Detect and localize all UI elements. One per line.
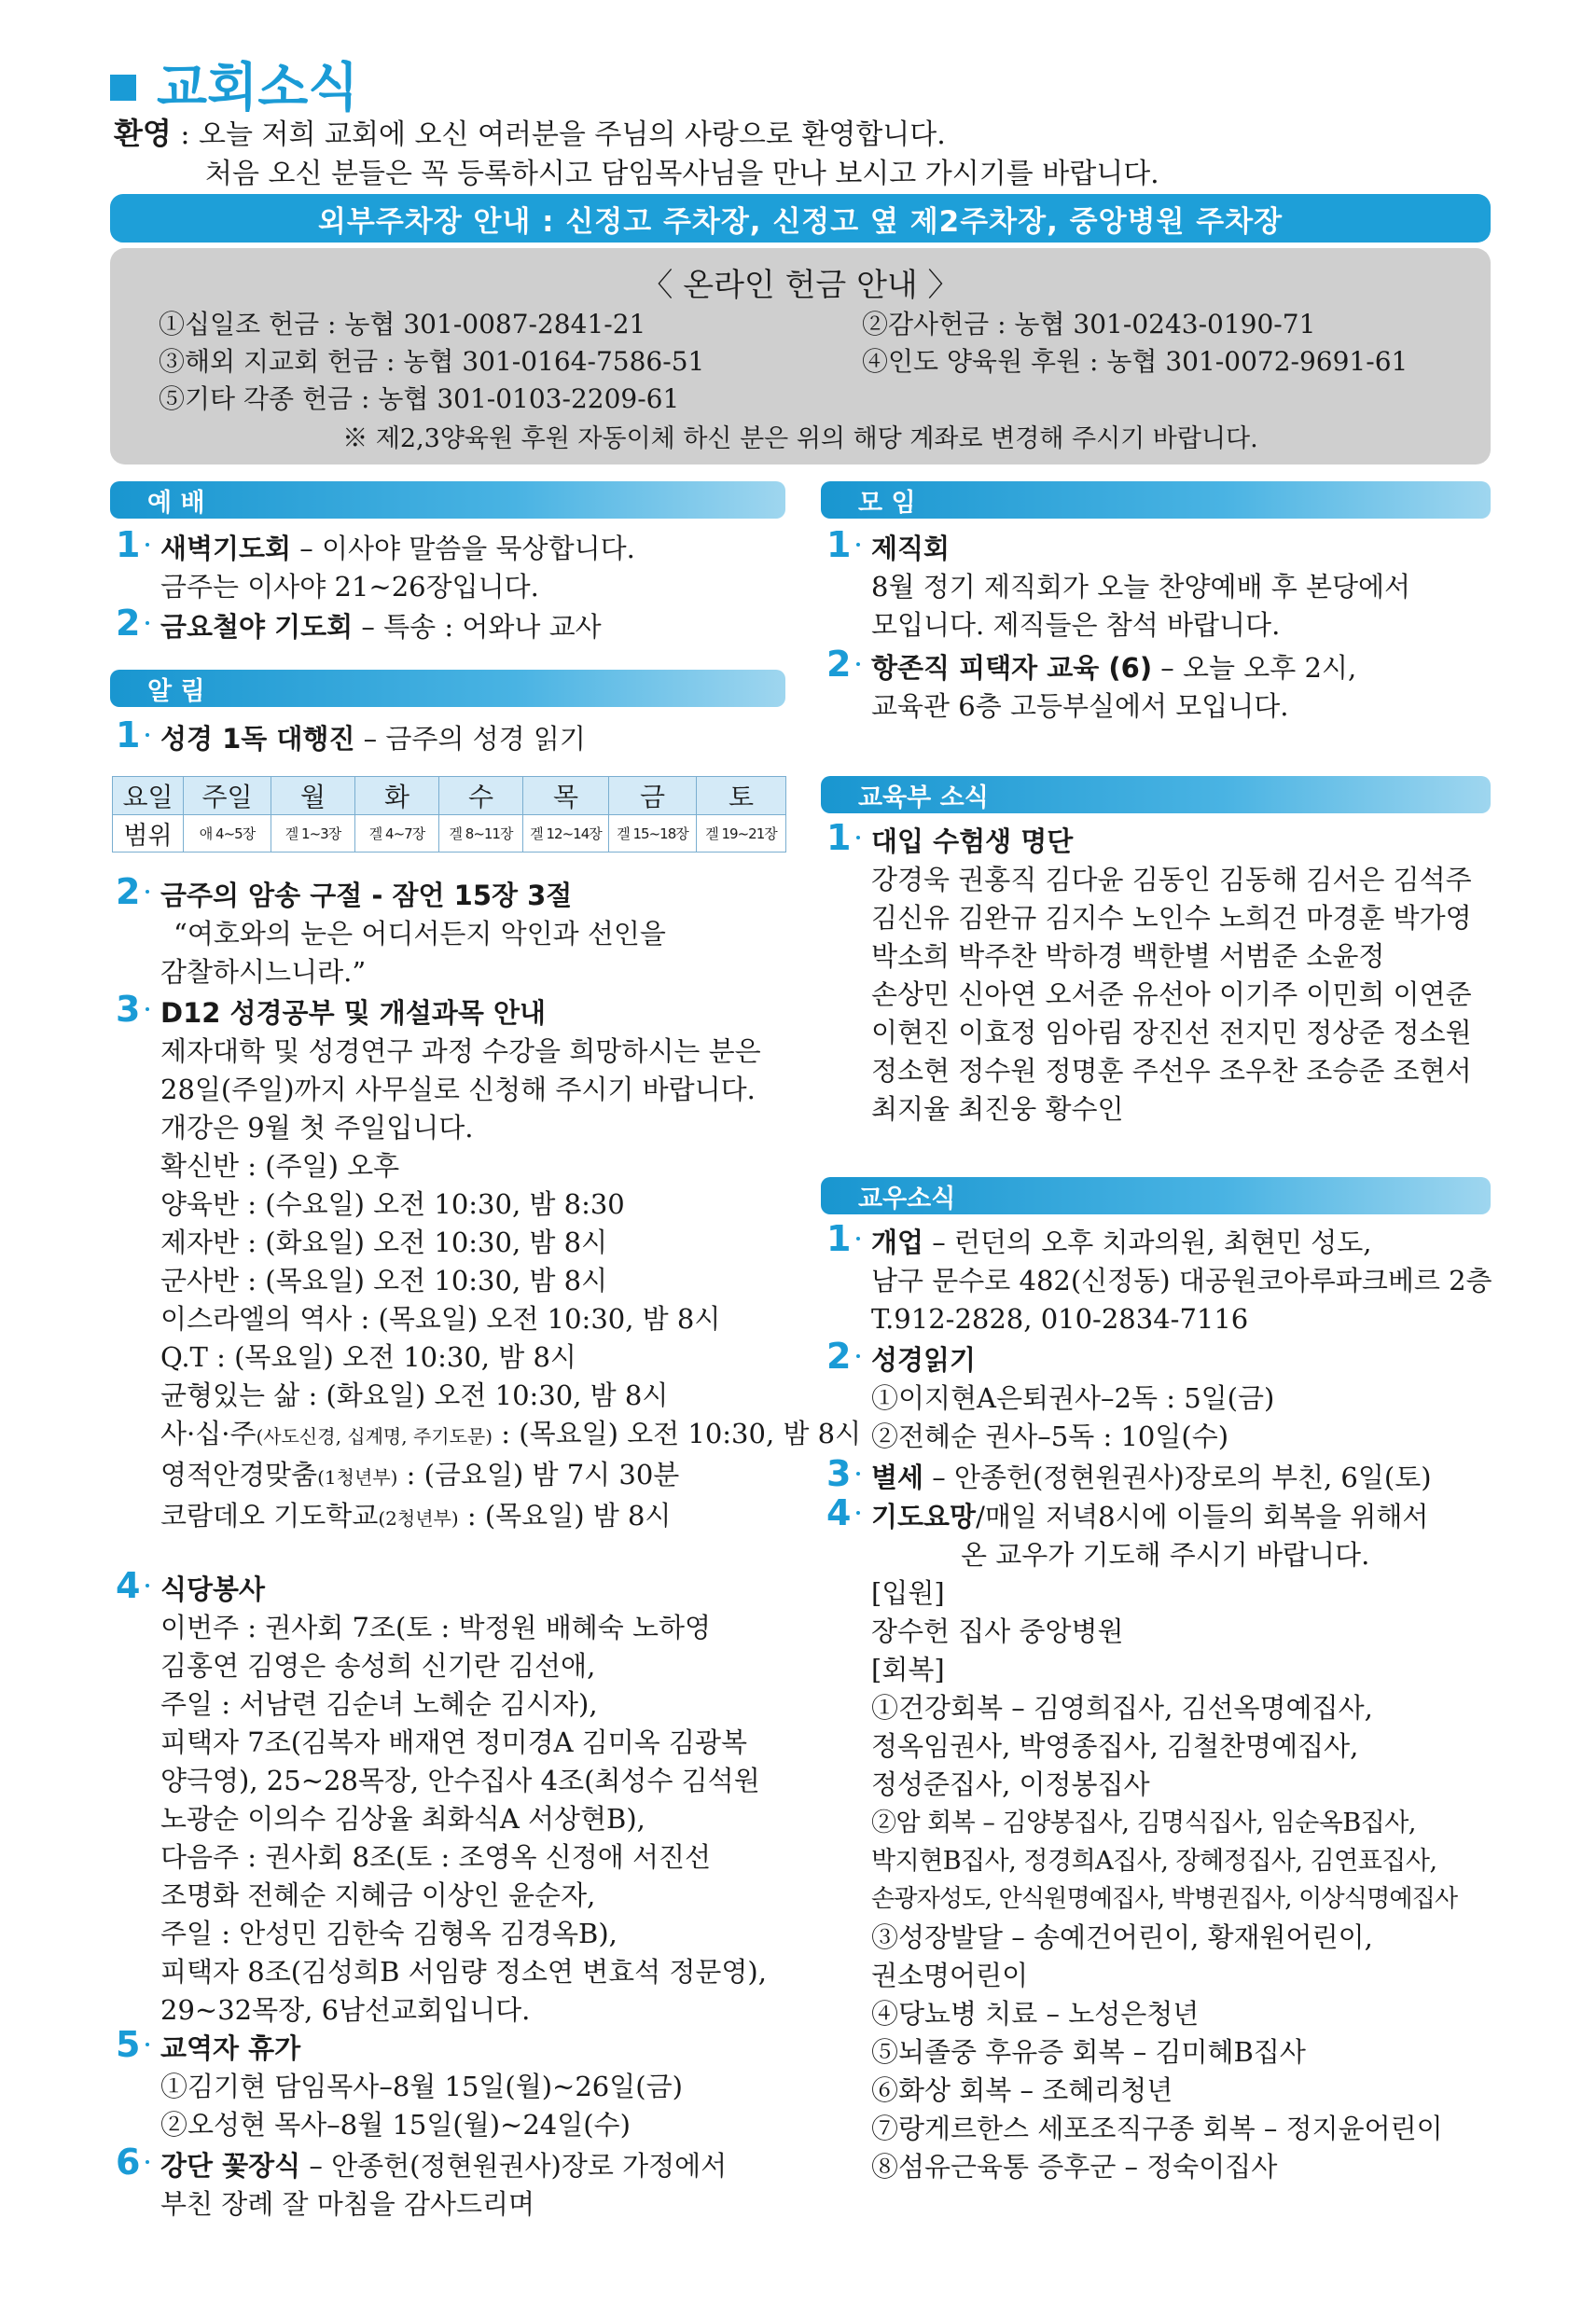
item-line: ①건강회복 – 김영희집사, 김선옥명예집사, <box>871 1692 1373 1724</box>
dot-icon <box>856 1354 860 1358</box>
notice-item-3 <box>116 989 862 1538</box>
welcome-line-1: : 오늘 저희 교회에 오신 여러분을 주님의 사랑으로 환영합니다. <box>171 118 946 151</box>
section-worship: 예 배 <box>110 481 785 519</box>
item-head: 금주의 암송 구절 - 잠언 15장 3절 <box>160 880 573 911</box>
item-line: 조명화 전혜순 지혜금 이상인 윤순자, <box>160 1879 596 1911</box>
dot-icon <box>146 2043 149 2046</box>
welcome-line-2: 처음 오신 분들은 꼭 등록하시고 담임목사님을 만나 보시고 가시기를 바랍니다. <box>205 158 1159 190</box>
item-line <box>160 1456 787 1497</box>
item-line: 정옥임권사, 박영종집사, 김철찬명예집사, <box>871 1730 1359 1762</box>
item-line: ⑥화상 회복 – 조혜리청년 <box>871 2074 1173 2106</box>
item-number: 1 <box>116 524 141 565</box>
dot-icon <box>146 621 149 625</box>
item-line: 이현진 이효정 임아림 장진선 전지민 정상준 정소원 <box>871 1017 1472 1048</box>
item-head: 별세 <box>871 1462 924 1493</box>
section-notice: 알 림 <box>110 670 785 707</box>
dot-icon <box>146 733 149 737</box>
members-item-2 <box>826 1336 1494 1456</box>
item-line: – 이사야 말씀을 묵상합니다. <box>291 533 635 564</box>
table-row-ranges <box>113 815 786 853</box>
item-line: 남구 문수로 482(신정동) 대공원코아루파크베르 2층 <box>871 1265 1492 1296</box>
item-line: – 오늘 오후 2시, <box>1152 652 1357 684</box>
item-number: 1 <box>826 1218 852 1259</box>
item-line: 박소희 박주찬 박하경 백한별 서범준 소윤정 <box>871 940 1385 972</box>
item-line: ⑤뇌졸중 후유증 회복 – 김미혜B집사 <box>871 2036 1306 2068</box>
item-line: 정소현 정수원 정명훈 주선우 조우찬 조승준 조현서 <box>871 1055 1472 1087</box>
text: : (목요일) 오전 10:30, 밤 8시 <box>493 1418 862 1449</box>
item-line <box>160 1497 787 1538</box>
account-other: ⑤기타 각종 헌금 : 농협 301-0103-2209-61 <box>159 383 680 414</box>
item-line: 모입니다. 제직들은 참석 바랍니다. <box>871 609 1281 641</box>
table-cell: 겔 1~3장 <box>271 815 355 853</box>
table-cell: 애 4~5장 <box>184 815 271 853</box>
table-row-days <box>113 777 786 815</box>
text-small: (1청년부) <box>317 1466 398 1489</box>
bible-reading-table <box>112 776 786 853</box>
page-title-text: 교회소식 <box>157 58 359 118</box>
table-cell: 요일 <box>113 777 184 815</box>
item-number: 2 <box>116 603 141 644</box>
welcome-message <box>114 114 1159 194</box>
dot-icon <box>856 836 860 839</box>
item-line: – 특송 : 어와나 교사 <box>353 611 602 643</box>
dot-icon <box>856 662 860 666</box>
dot-icon <box>856 1237 860 1241</box>
welcome-label: 환영 <box>114 116 172 151</box>
item-line: 제자반 : (화요일) 오전 10:30, 밤 8시 <box>160 1227 608 1258</box>
item-head: 성경 1독 대행진 <box>160 723 355 755</box>
item-line: – 런던의 오후 치과의원, 최현민 성도, <box>923 1227 1372 1258</box>
item-line: /매일 저녁8시에 이들의 회복을 위해서 <box>976 1501 1429 1532</box>
item-line: 군사반 : (목요일) 오전 10:30, 밤 8시 <box>160 1265 608 1296</box>
notice-item-2 <box>116 871 787 991</box>
table-cell: 겔 12~14장 <box>523 815 609 853</box>
item-line: 이스라엘의 역사 : (목요일) 오전 10:30, 밤 8시 <box>160 1303 721 1335</box>
account-thanks: ②감사헌금 : 농협 301-0243-0190-71 <box>862 309 1316 340</box>
item-line: Q.T : (목요일) 오전 10:30, 밤 8시 <box>160 1341 576 1373</box>
item-head: 식당봉사 <box>160 1573 266 1605</box>
page-title <box>110 47 358 121</box>
square-bullet-icon <box>110 75 136 101</box>
dot-icon <box>146 2160 149 2164</box>
item-line: [회복] <box>871 1654 945 1685</box>
text-small: (사도신경, 십계명, 주기도문) <box>256 1425 493 1448</box>
text: 코람데오 기도학교 <box>160 1500 379 1532</box>
account-overseas: ③해외 지교회 헌금 : 농협 301-0164-7586-51 <box>159 346 705 377</box>
table-cell: 겔 15~18장 <box>609 815 697 853</box>
item-line: 감찰하시느니라.” <box>160 956 367 988</box>
table-cell: 수 <box>439 777 523 815</box>
dot-icon <box>856 1511 860 1515</box>
item-line: 온 교우가 기도해 주시기 바랍니다. <box>961 1539 1370 1571</box>
section-members: 교우소식 <box>821 1177 1491 1214</box>
item-line: – 금주의 성경 읽기 <box>354 723 586 755</box>
table-cell: 화 <box>355 777 439 815</box>
table-cell: 월 <box>271 777 355 815</box>
notice-item-6 <box>116 2142 787 2224</box>
item-head: D12 성경공부 및 개설과목 안내 <box>160 997 546 1029</box>
item-line: 노광순 이의수 김상율 최화식A 서상현B), <box>160 1803 645 1835</box>
item-line: 금주는 이사야 21~26장입니다. <box>160 571 539 603</box>
item-line: 손상민 신아연 오서준 유선아 이기주 이민희 이연준 <box>871 978 1472 1010</box>
account-india: ④인도 양육원 후원 : 농협 301-0072-9691-61 <box>862 346 1409 377</box>
item-line: 8월 정기 제직회가 오늘 찬양예배 후 본당에서 <box>871 571 1411 603</box>
dot-icon <box>146 543 149 547</box>
dot-icon <box>856 543 860 547</box>
item-head: 새벽기도회 <box>160 533 292 564</box>
item-line: 교육관 6층 고등부실에서 모입니다. <box>871 690 1289 722</box>
item-number: 1 <box>826 817 852 858</box>
item-head: 제직회 <box>871 533 951 564</box>
dot-icon <box>856 1472 860 1476</box>
item-number: 3 <box>116 989 141 1030</box>
item-number: 2 <box>116 871 141 912</box>
item-line: ②오성현 목사–8월 15일(월)~24일(수) <box>160 2109 631 2141</box>
item-line: ①김기현 담임목사–8월 15일(월)~26일(금) <box>160 2071 683 2102</box>
item-number: 4 <box>116 1565 141 1606</box>
table-cell: 겔 19~21장 <box>697 815 786 853</box>
item-line: ⑧섬유근육통 증후군 – 정숙이집사 <box>871 2151 1278 2183</box>
members-item-1 <box>826 1218 1494 1338</box>
item-line: 균형있는 삶 : (화요일) 오전 10:30, 밤 8시 <box>160 1379 669 1411</box>
item-line: 피택자 7조(김복자 배재연 정미경A 김미옥 김광복 <box>160 1726 748 1758</box>
notice-item-4 <box>116 1565 787 2030</box>
table-cell: 목 <box>523 777 609 815</box>
item-line: 손광자성도, 안식원명예집사, 박병권집사, 이상식명예집사 <box>871 1885 1458 1913</box>
item-head: 성경읽기 <box>871 1344 977 1376</box>
item-line: ③성장발달 – 송예건어린이, 황재원어린이, <box>871 1921 1373 1953</box>
notice-item-1 <box>116 714 787 758</box>
item-number: 4 <box>826 1492 852 1533</box>
item-line: 부친 장례 잘 마침을 감사드리며 <box>160 2188 535 2220</box>
item-line: 권소명어린이 <box>871 1960 1029 1991</box>
worship-item-1 <box>116 524 787 606</box>
item-head: 개업 <box>871 1227 924 1258</box>
item-line: ②전혜순 권사–5독 : 10일(수) <box>871 1421 1229 1452</box>
item-line: “여호와의 눈은 어디서든지 악인과 선인을 <box>173 918 666 950</box>
item-line: 최지율 최진웅 황수인 <box>871 1093 1124 1125</box>
table-cell: 범위 <box>113 815 184 853</box>
item-number: 1 <box>826 524 852 565</box>
item-line: ⑦랑게르한스 세포조직구종 회복 – 정지윤어린이 <box>871 2113 1443 2144</box>
item-line <box>160 1415 862 1456</box>
item-line: 피택자 8조(김성희B 서임량 정소연 변효석 정문영), <box>160 1956 767 1988</box>
meeting-item-2 <box>826 644 1494 726</box>
item-line: 김홍연 김영은 송성희 신기란 김선애, <box>160 1650 596 1682</box>
table-cell: 겔 8~11장 <box>439 815 523 853</box>
item-line: 28일(주일)까지 사무실로 신청해 주시기 바랍니다. <box>160 1074 756 1105</box>
item-head: 강단 꽃장식 <box>160 2150 301 2182</box>
item-line: 양극영), 25~28목장, 안수집사 4조(최성수 김석원 <box>160 1765 760 1796</box>
online-giving-box <box>110 248 1491 464</box>
item-line: 다음주 : 권사회 8조(토 : 조영옥 신정애 서진선 <box>160 1841 712 1873</box>
education-item-1 <box>826 817 1494 1129</box>
item-line: – 안종헌(정현원권사)장로 가정에서 <box>300 2150 728 2182</box>
item-line: 강경욱 권홍직 김다윤 김동인 김동해 김서은 김석주 <box>871 864 1472 895</box>
table-cell: 겔 4~7장 <box>355 815 439 853</box>
table-cell: 토 <box>697 777 786 815</box>
item-line: 정성준집사, 이정봉집사 <box>871 1768 1150 1800</box>
item-line: 양육반 : (수요일) 오전 10:30, 밤 8:30 <box>160 1188 625 1220</box>
item-line: ①이지현A은퇴권사–2독 : 5일(금) <box>871 1382 1275 1414</box>
item-line: 박지현B집사, 정경희A집사, 장혜정집사, 김연표집사, <box>871 1847 1437 1876</box>
item-line: 개강은 9월 첫 주일입니다. <box>160 1112 474 1144</box>
item-line: 주일 : 안성민 김한숙 김형옥 김경옥B), <box>160 1918 618 1949</box>
item-number: 2 <box>826 1336 852 1377</box>
item-head: 대입 수험생 명단 <box>871 825 1074 857</box>
text: : (금요일) 밤 7시 30분 <box>397 1459 680 1490</box>
online-giving-note: ※ 제2,3양육원 후원 자동이체 하신 분은 위의 해당 계좌로 변경해 주시기 바랍니다. <box>342 424 1258 453</box>
text: 영적안경맞춤 <box>160 1459 318 1490</box>
item-line: 주일 : 서남련 김순녀 노혜순 김시자), <box>160 1688 598 1720</box>
section-meeting: 모 임 <box>821 481 1491 519</box>
item-line: T.912-2828, 010-2834-7116 <box>871 1303 1249 1335</box>
item-line: 29~32목장, 6남선교회입니다. <box>160 1994 531 2026</box>
item-line: 제자대학 및 성경연구 과정 수강을 희망하시는 분은 <box>160 1035 761 1067</box>
item-number: 5 <box>116 2024 141 2065</box>
item-head: 교역자 휴가 <box>160 2032 301 2064</box>
item-number: 1 <box>116 714 141 755</box>
text: 사·십·주 <box>160 1418 257 1449</box>
meeting-item-1 <box>826 524 1494 645</box>
item-line: ④당뇨병 치료 – 노성은청년 <box>871 1998 1200 2030</box>
item-number: 3 <box>826 1453 852 1494</box>
notice-item-5 <box>116 2024 787 2144</box>
item-line: [입원] <box>871 1577 945 1609</box>
item-head: 항존직 피택자 교육 (6) <box>871 652 1153 684</box>
text-small: (2청년부) <box>378 1507 459 1530</box>
item-line: – 안종헌(정현원권사)장로의 부친, 6일(토) <box>923 1462 1432 1493</box>
item-line: 이번주 : 권사회 7조(토 : 박정원 배혜숙 노하영 <box>160 1612 712 1643</box>
item-number: 2 <box>826 644 852 685</box>
parking-banner: 외부주차장 안내 : 신정고 주차장, 신정고 옆 제2주차장, 중앙병원 주차장 <box>110 194 1491 243</box>
text: : (목요일) 밤 8시 <box>458 1500 672 1532</box>
item-line: 확신반 : (주일) 오후 <box>160 1150 400 1182</box>
item-line: 김신유 김완규 김지수 노인수 노희건 마경훈 박가영 <box>871 902 1472 934</box>
item-number: 6 <box>116 2142 141 2183</box>
item-head: 기도요망 <box>871 1501 977 1532</box>
online-giving-title: 〈 온라인 헌금 안내 〉 <box>641 267 960 304</box>
dot-icon <box>146 1584 149 1587</box>
item-line: 장수헌 집사 중앙병원 <box>871 1615 1124 1647</box>
worship-item-2 <box>116 603 787 646</box>
table-cell: 금 <box>609 777 697 815</box>
table-cell: 주일 <box>184 777 271 815</box>
dot-icon <box>146 1007 149 1011</box>
members-item-3 <box>826 1453 1494 1497</box>
item-line: ②암 회복 – 김양봉집사, 김명식집사, 임순옥B집사, <box>871 1809 1416 1837</box>
section-education: 교육부 소식 <box>821 776 1491 813</box>
dot-icon <box>146 890 149 894</box>
account-tithe: ①십일조 헌금 : 농협 301-0087-2841-21 <box>159 309 646 340</box>
item-head: 금요철야 기도회 <box>160 611 354 643</box>
members-item-4 <box>826 1492 1494 2186</box>
